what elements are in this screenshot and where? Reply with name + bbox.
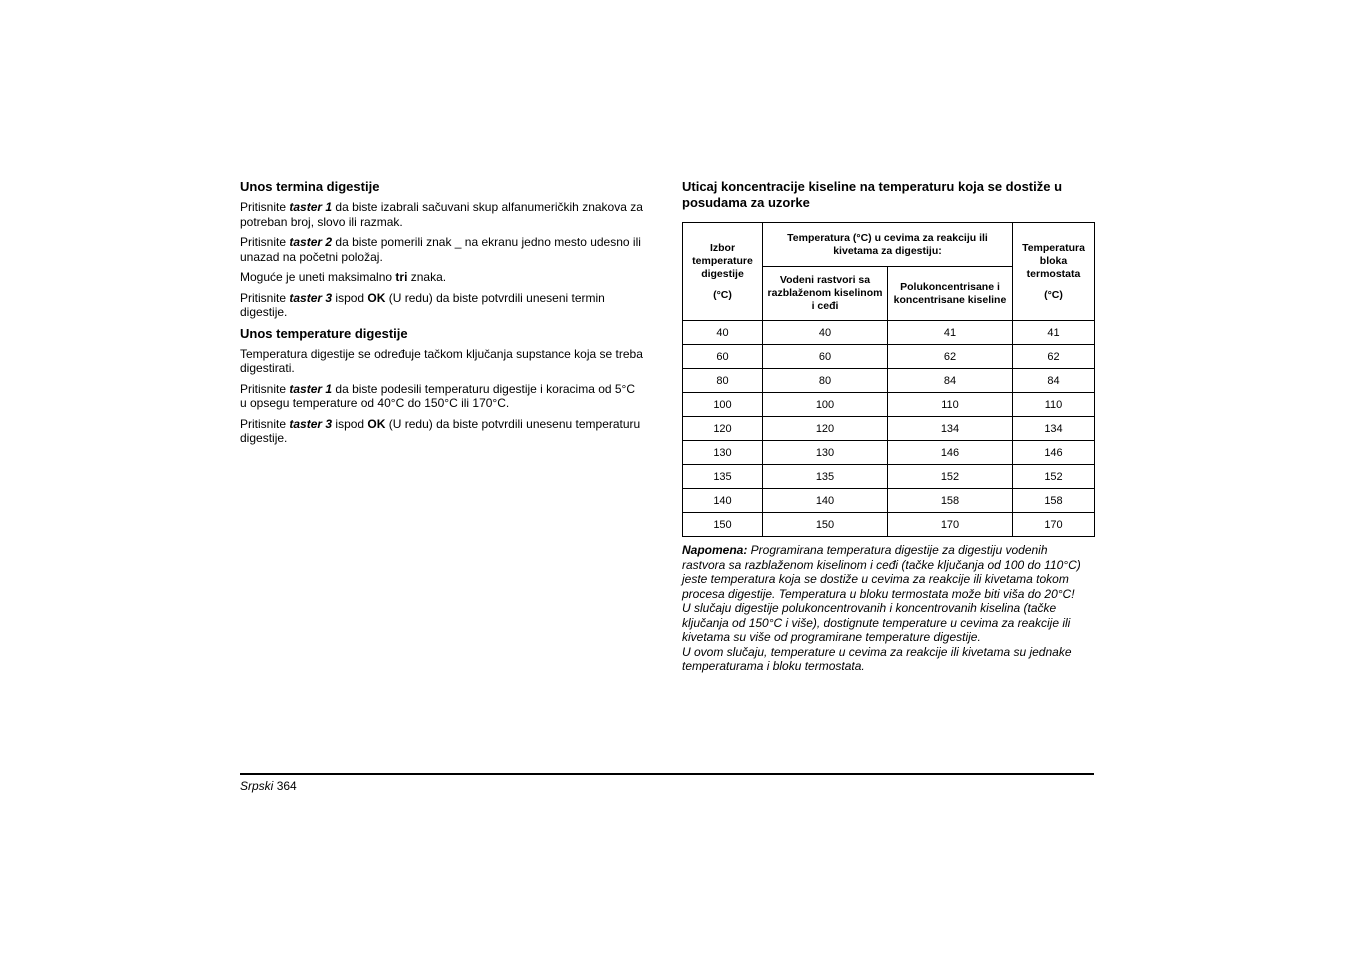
table-cell: 135 — [683, 465, 763, 489]
table-row — [683, 441, 1095, 465]
text: (U redu) da biste potvrdili uneseni termin digestije. — [240, 290, 605, 319]
key-label: taster 2 — [289, 235, 333, 249]
note — [682, 543, 1094, 674]
note-paragraph: U ovom slučaju, temperature u cevima za reakcije ili kivetama su jednake temperaturama i bloku termostata. — [682, 644, 1072, 673]
header-unit: (°C) — [713, 288, 732, 301]
left-column — [240, 179, 644, 452]
temperature-table — [682, 222, 1095, 537]
text: (U redu) da biste potvrdili unesenu temperaturu digestije. — [240, 416, 641, 445]
table-cell: 152 — [1013, 465, 1095, 489]
table-cell: 41 — [888, 321, 1013, 345]
header-aqueous: Vodeni rastvori sa razblaženom kiselinom i ceđi — [763, 267, 888, 321]
header-text: Temperatura bloka termostata — [1022, 241, 1085, 280]
table-cell: 150 — [683, 513, 763, 537]
text: znaka. — [407, 270, 447, 284]
table-row — [683, 321, 1095, 345]
table-cell: 84 — [1013, 369, 1095, 393]
paragraph — [240, 417, 644, 446]
note-text: Programirana temperatura digestije za digestiju vodenih rastvora sa razblaženom kiselinom i ceđi (tačke ključanja od 100 do 110°C) jeste temperatura koja se dostiže u cevima za reakcije ili kivetama tokom procesa digestije. Temperatura u bloku termostata može biti viša do 20°C! — [682, 543, 1081, 601]
section-title-digestion-temperature: Unos temperature digestije — [240, 325, 408, 341]
header-block — [1013, 223, 1095, 321]
table-cell: 158 — [1013, 489, 1095, 513]
table-cell: 60 — [763, 345, 888, 369]
table-cell: 120 — [763, 417, 888, 441]
text: Pritisnite — [240, 290, 290, 305]
table-row — [683, 417, 1095, 441]
table-cell: 140 — [683, 489, 763, 513]
table-cell: 62 — [888, 345, 1013, 369]
table-cell: 120 — [683, 417, 763, 441]
text: da biste izabrali sačuvani skup alfanumeričkih znakova za potreban broj, slovo ili razmak. — [240, 200, 643, 229]
table-cell: 150 — [763, 513, 888, 537]
text: Pritisnite — [240, 235, 290, 249]
table-cell: 130 — [763, 441, 888, 465]
table-cell: 146 — [888, 441, 1013, 465]
paragraph — [240, 270, 644, 285]
header-group: Temperatura (°C) u cevima za reakciju ili kivetama za digestiju: — [763, 223, 1013, 267]
text: Pritisnite — [240, 381, 290, 396]
table-cell: 134 — [888, 417, 1013, 441]
table-cell: 152 — [888, 465, 1013, 489]
text: ispod — [332, 290, 368, 305]
table-cell: 40 — [683, 321, 763, 345]
paragraph — [240, 200, 644, 229]
table-section-title: Uticaj koncentracije kiseline na temperaturu koja se dostiže u posudama za uzorke — [682, 179, 1063, 210]
table-row — [683, 369, 1095, 393]
table-cell: 62 — [1013, 345, 1095, 369]
text: Pritisnite — [240, 416, 290, 431]
right-column — [682, 179, 1094, 674]
page-number: 364 — [276, 779, 297, 793]
footer — [240, 779, 297, 793]
table-cell: 146 — [1013, 441, 1095, 465]
bold-text: tri — [395, 270, 408, 284]
table-row — [683, 465, 1095, 489]
table-cell: 60 — [683, 345, 763, 369]
key-label: taster 3 — [289, 416, 333, 431]
paragraph — [240, 291, 644, 320]
table-cell: 110 — [888, 393, 1013, 417]
table-cell: 140 — [763, 489, 888, 513]
footer-divider — [240, 773, 1094, 775]
table-cell: 170 — [888, 513, 1013, 537]
paragraph — [240, 235, 644, 264]
table-cell: 110 — [1013, 393, 1095, 417]
table-cell: 130 — [683, 441, 763, 465]
table-row — [683, 393, 1095, 417]
table-cell: 135 — [763, 465, 888, 489]
paragraph: Temperatura digestije se određuje tačkom ključanja supstance koja se treba digestirati. — [240, 346, 643, 375]
footer-language: Srpski — [240, 779, 274, 793]
text: da biste podesili temperaturu digestije i koracima od 5°C u opsegu temperature od 40°C do 150°C ili 170°C. — [240, 381, 636, 410]
ok-label: OK — [367, 416, 386, 431]
table-cell: 170 — [1013, 513, 1095, 537]
text: Moguće je uneti maksimalno — [240, 270, 396, 284]
header-selection — [683, 223, 763, 321]
table-cell: 84 — [888, 369, 1013, 393]
table-cell: 158 — [888, 489, 1013, 513]
table-cell: 134 — [1013, 417, 1095, 441]
paragraph — [240, 382, 644, 411]
key-label: taster 3 — [289, 290, 333, 305]
text: ispod — [332, 416, 368, 431]
ok-label: OK — [367, 290, 386, 305]
table-cell: 80 — [763, 369, 888, 393]
text: da biste pomerili znak _ na ekranu jedno mesto udesno ili unazad na početni položaj. — [240, 235, 641, 264]
header-unit: (°C) — [1044, 288, 1063, 301]
table-row — [683, 345, 1095, 369]
header-text: Izbor temperature digestije — [692, 241, 753, 280]
table-cell: 100 — [683, 393, 763, 417]
table-row — [683, 489, 1095, 513]
key-label: taster 1 — [289, 381, 333, 396]
note-paragraph — [682, 543, 1094, 601]
note-paragraph: U slučaju digestije polukoncentrovanih i koncentrovanih kiselina (tačke ključanja od 150°C i više), dostignute temperature u cevima za reakcije ili kivetama su više od programirane temperature digestije. — [682, 601, 1071, 644]
table-cell: 80 — [683, 369, 763, 393]
text: Pritisnite — [240, 200, 290, 214]
table-cell: 100 — [763, 393, 888, 417]
section-title-digestion-time: Unos termina digestije — [240, 179, 380, 194]
note-label: Napomena: — [682, 543, 748, 557]
key-label: taster 1 — [289, 200, 333, 214]
table-cell: 41 — [1013, 321, 1095, 345]
table-row — [683, 513, 1095, 537]
header-concentrated: Polukoncentrisane i koncentrisane kiseline — [888, 267, 1013, 321]
table-cell: 40 — [763, 321, 888, 345]
